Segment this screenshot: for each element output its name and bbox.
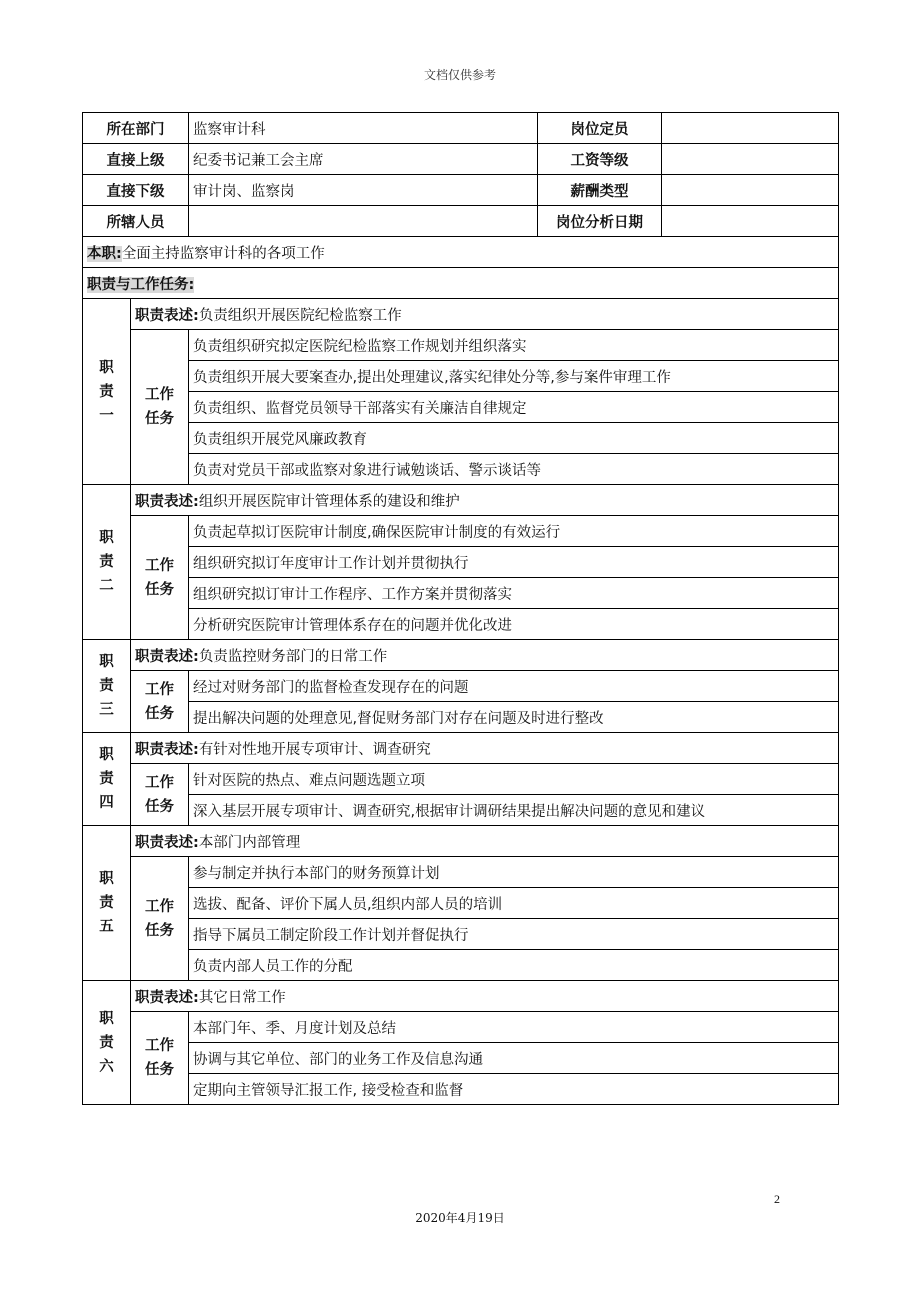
- duty-desc-label: 职责表述:: [135, 307, 199, 324]
- task-label: [131, 1012, 189, 1105]
- info-row-staff: [83, 206, 839, 237]
- duty-task-row: [83, 361, 839, 392]
- duty-label-char: 职: [99, 1010, 114, 1027]
- duty-desc-text: 负责监控财务部门的日常工作: [198, 648, 388, 665]
- duty-task-row: [83, 950, 839, 981]
- duty-desc-cell: [131, 299, 839, 330]
- duty-desc-text: 其它日常工作: [198, 989, 286, 1006]
- pay-type-value: [662, 175, 839, 206]
- duty-label-char: 六: [99, 1058, 114, 1075]
- duty-label-char: 责: [99, 771, 114, 787]
- header-note: 文档仅供参考: [423, 68, 496, 82]
- duty-task-row: [83, 330, 839, 361]
- task-item: 参与制定并执行本部门的财务预算计划: [189, 857, 839, 888]
- task-item: 协调与其它单位、部门的业务工作及信息沟通: [189, 1043, 839, 1074]
- superior-label: 直接上级: [83, 144, 189, 175]
- subordinate-label: 直接下级: [83, 175, 189, 206]
- duty-label-char: 一: [99, 407, 114, 424]
- duty-desc-row: [83, 640, 839, 671]
- pay-type-label: 薪酬类型: [538, 175, 662, 206]
- duty-desc-row: [83, 826, 839, 857]
- duty-desc-text: 有针对性地开展专项审计、调查研究: [198, 741, 431, 758]
- duty-desc-row: [83, 485, 839, 516]
- duty-label-char: 职: [99, 871, 114, 887]
- duty-task-row: [83, 857, 839, 888]
- task-label: [131, 671, 189, 733]
- info-row-subordinate: [83, 175, 839, 206]
- duty-task-row: [83, 1043, 839, 1074]
- task-item: 负责组织、监督党员领导干部落实有关廉洁自律规定: [189, 392, 839, 423]
- duty-task-row: [83, 423, 839, 454]
- task-item: 本部门年、季、月度计划及总结: [189, 1012, 839, 1043]
- task-label-line: 任务: [145, 411, 174, 427]
- task-label: [131, 857, 189, 981]
- page-number: 2: [774, 1192, 780, 1206]
- task-item: 提出解决问题的处理意见,督促财务部门对存在问题及时进行整改: [189, 702, 839, 733]
- duty-desc-row: [83, 299, 839, 330]
- task-label: [131, 330, 189, 485]
- task-item: 负责组织开展党风廉政教育: [189, 423, 839, 454]
- task-label-line: 任务: [145, 798, 174, 815]
- duty-desc-cell: [131, 640, 839, 671]
- task-label-line: 任务: [145, 922, 174, 939]
- task-label-line: 任务: [145, 1062, 174, 1078]
- task-item: 组织研究拟订审计工作程序、工作方案并贯彻落实: [189, 578, 839, 609]
- main-duty-cell: [83, 237, 839, 268]
- task-item: 组织研究拟订年度审计工作计划并贯彻执行: [189, 547, 839, 578]
- task-label-line: 工作: [145, 774, 174, 791]
- duty-desc-row: [83, 733, 839, 764]
- duty-task-row: [83, 392, 839, 423]
- duty-task-row: [83, 609, 839, 640]
- duty-desc-label: 职责表述:: [135, 834, 199, 851]
- quota-label: 岗位定员: [538, 113, 662, 144]
- analysis-date-label: 岗位分析日期: [538, 206, 662, 237]
- duty-task-row: [83, 795, 839, 826]
- duties-header-row: [83, 268, 839, 299]
- task-label-line: 工作: [145, 387, 174, 403]
- duty-desc-label: 职责表述:: [135, 648, 199, 665]
- main-duty-row: [83, 237, 839, 268]
- duty-label-char: 五: [99, 919, 114, 935]
- task-item: 负责组织研究拟定医院纪检监察工作规划并组织落实: [189, 330, 839, 361]
- duty-task-row: [83, 919, 839, 950]
- duty-label-char: 职: [99, 530, 114, 546]
- duty-task-row: [83, 516, 839, 547]
- dept-value: 监察审计科: [189, 113, 538, 144]
- duty-task-row: [83, 702, 839, 733]
- task-item: 负责组织开展大要案查办,提出处理建议,落实纪律处分等,参与案件审理工作: [189, 361, 839, 392]
- grade-value: [662, 144, 839, 175]
- duty-label-char: 二: [99, 578, 114, 594]
- quota-value: [662, 113, 839, 144]
- duty-desc-label: 职责表述:: [135, 989, 199, 1006]
- duty-label-char: 责: [99, 678, 114, 694]
- duty-label-char: 责: [99, 895, 114, 911]
- analysis-date-value: [662, 206, 839, 237]
- duty-desc-text: 负责组织开展医院纪检监察工作: [198, 307, 402, 324]
- duty-desc-cell: [131, 733, 839, 764]
- duty-label-char: 责: [99, 383, 114, 400]
- duty-desc-text: 组织开展医院审计管理体系的建设和维护: [198, 493, 460, 510]
- info-row-dept: [83, 113, 839, 144]
- grade-label: 工资等级: [538, 144, 662, 175]
- duty-label-char: 责: [99, 554, 114, 570]
- duty-desc-label: 职责表述:: [135, 493, 199, 510]
- job-description-table: [82, 112, 839, 1105]
- duty-label: [83, 981, 131, 1105]
- task-item: 负责起草拟订医院审计制度,确保医院审计制度的有效运行: [189, 516, 839, 547]
- task-item: 选拔、配备、评价下属人员,组织内部人员的培训: [189, 888, 839, 919]
- duty-label: [83, 485, 131, 640]
- duty-label: [83, 733, 131, 826]
- task-item: 深入基层开展专项审计、调查研究,根据审计调研结果提出解决问题的意见和建议: [189, 795, 839, 826]
- duty-task-row: [83, 547, 839, 578]
- duty-task-row: [83, 1074, 839, 1105]
- duty-task-row: [83, 454, 839, 485]
- task-item: 指导下属员工制定阶段工作计划并督促执行: [189, 919, 839, 950]
- duty-desc-cell: [131, 981, 839, 1012]
- footer-date: 2020年4月19日: [415, 1211, 505, 1225]
- task-item: 针对医院的热点、难点问题选题立项: [189, 764, 839, 795]
- staff-label: 所辖人员: [83, 206, 189, 237]
- duty-label: [83, 826, 131, 981]
- dept-label: 所在部门: [83, 113, 189, 144]
- duty-label-char: 责: [99, 1034, 114, 1051]
- main-duty-text: 全面主持监察审计科的各项工作: [121, 245, 325, 262]
- duty-desc-row: [83, 981, 839, 1012]
- duty-label: [83, 640, 131, 733]
- task-label-line: 工作: [145, 1038, 174, 1054]
- duty-task-row: [83, 764, 839, 795]
- task-item: 定期向主管领导汇报工作, 接受检查和监督: [189, 1074, 839, 1105]
- task-label: [131, 764, 189, 826]
- duty-label-char: 职: [99, 359, 114, 376]
- duty-desc-cell: [131, 485, 839, 516]
- duty-label-char: 四: [99, 795, 114, 811]
- duty-task-row: [83, 888, 839, 919]
- task-label-line: 任务: [145, 581, 174, 598]
- duty-desc-cell: [131, 826, 839, 857]
- duty-label-char: 职: [99, 654, 114, 670]
- task-label-line: 任务: [145, 705, 174, 722]
- duty-task-row: [83, 578, 839, 609]
- duties-header-cell: [83, 268, 839, 299]
- duty-task-row: [83, 1012, 839, 1043]
- duty-label: [83, 299, 131, 485]
- superior-value: 纪委书记兼工会主席: [189, 144, 538, 175]
- duty-task-row: [83, 671, 839, 702]
- duty-desc-label: 职责表述:: [135, 741, 199, 758]
- duty-desc-text: 本部门内部管理: [198, 834, 301, 851]
- main-duty-label: 本职:: [87, 245, 122, 262]
- duty-label-char: 职: [99, 747, 114, 763]
- duties-header: 职责与工作任务:: [87, 276, 195, 293]
- subordinate-value: 审计岗、监察岗: [189, 175, 538, 206]
- task-label-line: 工作: [145, 557, 174, 574]
- duty-label-char: 三: [99, 702, 114, 718]
- info-row-superior: [83, 144, 839, 175]
- task-item: 分析研究医院审计管理体系存在的问题并优化改进: [189, 609, 839, 640]
- staff-value: [189, 206, 538, 237]
- task-item: 经过对财务部门的监督检查发现存在的问题: [189, 671, 839, 702]
- task-label-line: 工作: [145, 681, 174, 698]
- task-label: [131, 516, 189, 640]
- task-item: 负责对党员干部或监察对象进行诫勉谈话、警示谈话等: [189, 454, 839, 485]
- task-item: 负责内部人员工作的分配: [189, 950, 839, 981]
- task-label-line: 工作: [145, 898, 174, 915]
